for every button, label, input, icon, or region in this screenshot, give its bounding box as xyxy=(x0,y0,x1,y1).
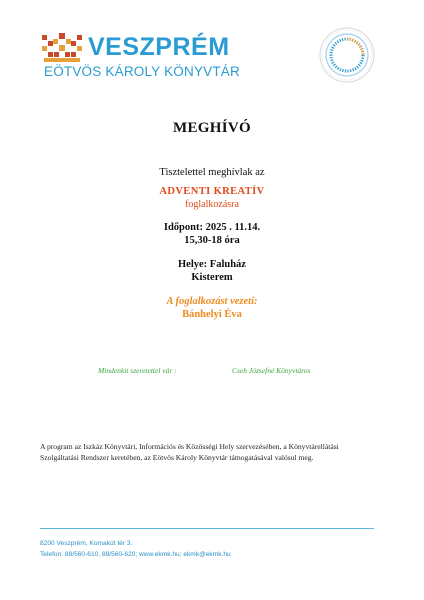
footer-divider xyxy=(40,528,374,529)
event-title: ADVENTI KREATÍV xyxy=(159,186,265,197)
crown-logo-icon xyxy=(40,33,84,63)
event-place: Helye: Faluház xyxy=(178,259,246,270)
support-note-line-1: A program az Iszkáz Könyvtári, Információs és Közösségi Hely szervezésében, a Könyvtárellátási xyxy=(40,442,339,451)
event-room: Kisterem xyxy=(191,272,233,283)
library-seal-icon xyxy=(318,26,376,84)
leader-name: Bánhelyi Éva xyxy=(182,309,242,320)
welcome-text: Mindenkit szeretettel vár : xyxy=(98,366,177,375)
support-note-line-2: Szolgáltatási Rendszer keretében, az Eötvös Károly Könyvtár támogatásával valósul meg. xyxy=(40,452,314,462)
logo-name: VESZPRÉM xyxy=(88,33,230,61)
greeting-text: Tisztelettel meghívlak az xyxy=(159,167,265,178)
footer-contact: Telefon: 88/560-610, 88/560-620; www.ekmk.hu; ekmk@ekmk.hu xyxy=(40,551,231,558)
support-note xyxy=(40,442,386,463)
footer-address: 8200 Veszprém, Komakút tér 3. xyxy=(40,540,133,547)
event-time: 15,30-18 óra xyxy=(184,235,240,246)
event-subtitle: foglalkozásra xyxy=(185,199,239,210)
logo-subtitle: EÖTVÖS KÁROLY KÖNYVTÁR xyxy=(44,64,240,79)
leader-label: A foglalkozást vezeti: xyxy=(166,296,258,307)
signer-name: Cseh Józsefné Könyvtáros xyxy=(232,366,311,375)
event-date: Időpont: 2025 . 11.14. xyxy=(163,222,261,233)
invitation-title: MEGHÍVÓ xyxy=(173,120,251,136)
